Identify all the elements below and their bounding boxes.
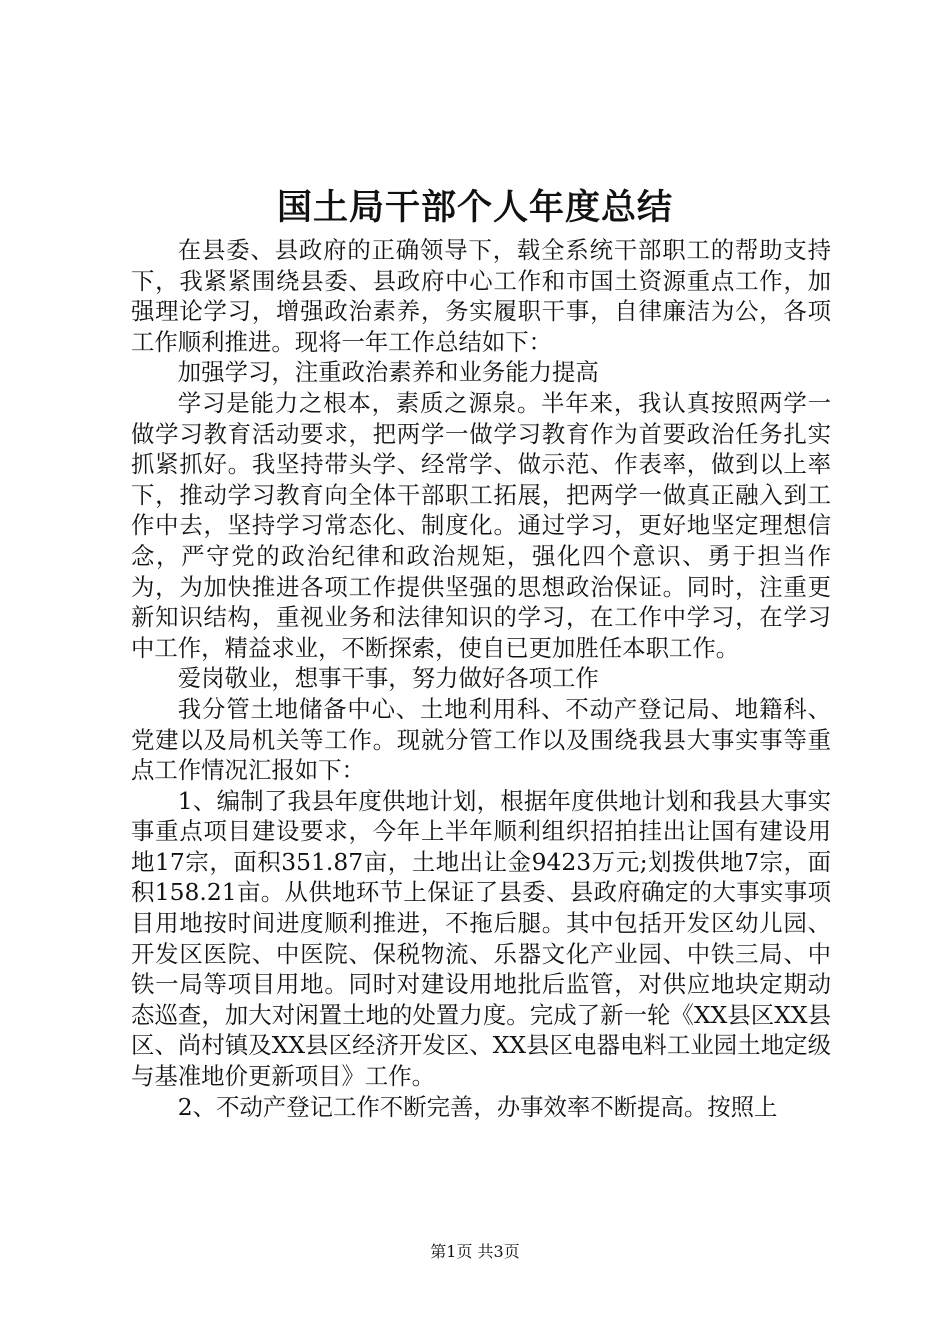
paragraph-duties: 我分管土地储备中心、土地利用科、不动产登记局、地籍科、党建以及局机关等工作。现就分管工作以及围绕我县大事实事等重点工作情况汇报如下：	[131, 694, 831, 785]
paragraph-item-2: 2、不动产登记工作不断完善，办事效率不断提高。按照上	[177, 1092, 778, 1121]
page-footer: 第1页 共3页	[430, 1242, 520, 1261]
section-heading-work: 爱岗敬业，想事干事，努力做好各项工作	[177, 664, 599, 693]
paragraph-study: 学习是能力之根本，素质之源泉。半年来，我认真按照两学一做学习教育活动要求，把两学一做学习教育作为首要政治任务扎实抓紧抓好。我坚持带头学、经常学、做示范、作表率，做到以上率下，推动学习教育向全体干部职工拓展，把两学一做真正融入到工作中去，坚持学习常态化、制度化。通过学习，更好地坚定理想信念，严守党的政治纪律和政治规矩，强化四个意识、勇于担当作为，为加快推进各项工作提供坚强的思想政治保证。同时，注重更新知识结构，重视业务和法律知识的学习，在工作中学习，在学习中工作，精益求业，不断探索，使自已更加胜任本职工作。	[131, 388, 831, 662]
paragraph-item-1: 1、编制了我县年度供地计划，根据年度供地计划和我县大事实事重点项目建设要求，今年上半年顺利组织招拍挂出让国有建设用地17宗，面积351.87亩，土地出让金9423万元;划拨供地7宗，面积158.21亩。从供地环节上保证了县委、县政府确定的大事实事项目用地按时间进度顺利推进，不拖后腿。其中包括开发区幼儿园、开发区医院、中医院、保税物流、乐器文化产业园、中铁三局、中铁一局等项目用地。同时对建设用地批后监管，对供应地块定期动态巡查，加大对闲置土地的处置力度。完成了新一轮《XX县区XX县区、尚村镇及XX县区经济开发区、XX县区电器电料工业园土地定级与基准地价更新项目》工作。	[131, 786, 831, 1091]
document-title: 国土局干部个人年度总结	[276, 187, 673, 228]
paragraph-intro: 在县委、县政府的正确领导下，载全系统干部职工的帮助支持下，我紧紧围绕县委、县政府中心工作和市国土资源重点工作，加强理论学习，增强政治素养，务实履职干事，自律廉洁为公，各项工作顺利推进。现将一年工作总结如下：	[131, 236, 831, 356]
document-body	[131, 235, 831, 1122]
section-heading-study: 加强学习，注重政治素养和业务能力提高	[177, 358, 599, 387]
